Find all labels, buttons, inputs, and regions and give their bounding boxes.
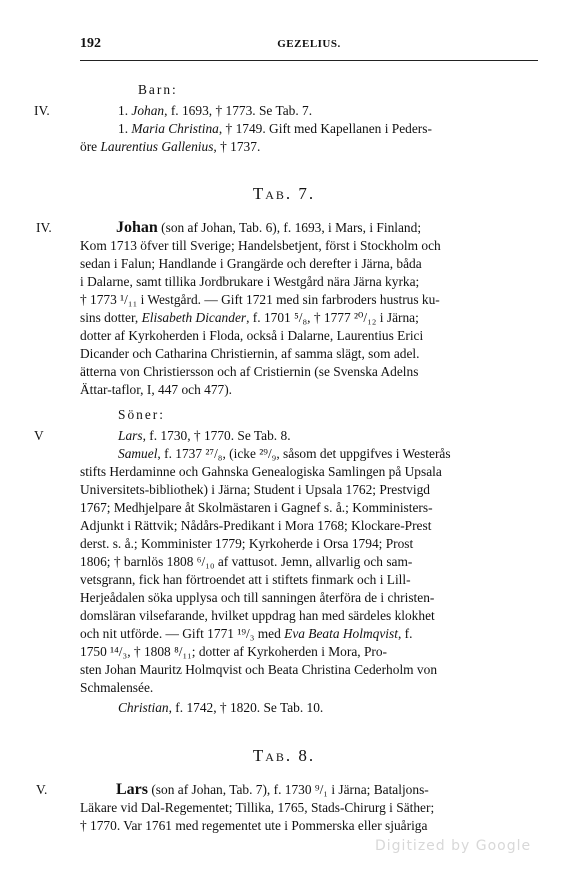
child-line-1: IV. 1. Johan, f. 1693, † 1773. Se Tab. 7.: [34, 103, 313, 118]
lead-name: Lars: [116, 781, 148, 798]
tab7-line-1: IV. Johan (son af Johan, Tab. 6), f. 1693, i Mars, i Finland;: [36, 219, 422, 236]
tab7-line-6: sins dotter, Elisabeth Dicander, f. 1701 ⁵/₈, † 1777 ²⁰/₁₂ i Järna;: [80, 310, 419, 325]
tab7-line-4: i Dalarne, samt tillika Jordbrukare i Westgård nära Järna kyrka;: [80, 274, 420, 289]
samuel-line-7: vetsgrann, fick han förtroendet att i stiftets finmark och i Lill-: [80, 572, 411, 587]
tab7-line-10: Ättar-taflor, I, 447 och 477).: [80, 382, 233, 397]
tab7-line-2: Kom 1713 öfver till Sverige; Handelsbetjent, först i Stockholm och: [80, 238, 441, 253]
running-title: GEZELIUS.: [277, 38, 341, 50]
samuel-line-3: 1767; Medhjelpare åt Skolmästaren i Gagnef s. å.; Komministers-: [80, 500, 433, 515]
generation-marker: IV.: [34, 103, 50, 118]
samuel-line-5: derst. s. å.; Komminister 1779; Kyrkoherde i Orsa 1794; Prost: [80, 536, 414, 551]
samuel-line-1: stifts Herdaminne och Gahnska Genealogiska Samlingen på Upsala: [80, 464, 442, 479]
generation-marker: IV.: [36, 220, 52, 235]
page-number: 192: [80, 36, 101, 51]
tab8-line-2: Läkare vid Dal-Regementet; Tillika, 1765, Stads-Chirurg i Säther;: [80, 800, 435, 815]
son-christian: Christian, f. 1742, † 1820. Se Tab. 10.: [118, 700, 324, 715]
samuel-line-8: Herjeådalen söka upplysa och till sanningen återföra de i christen-: [80, 590, 435, 605]
tab-7-heading: Tab. 7.: [252, 184, 316, 203]
samuel-line-4: Adjunkt i Rättvik; Nådårs-Predikant i Mora 1768; Klockare-Prest: [80, 518, 432, 533]
generation-marker: V.: [36, 782, 48, 797]
samuel-line-2: Universitets-bibliothek) i Järna; Student i Upsala 1762; Prestvigd: [80, 482, 430, 497]
running-head: [80, 32, 538, 56]
tab7-line-9: ätterna von Christiersson och af Cristiernin (se Svenska Adelns: [80, 364, 419, 379]
samuel-line-6: 1806; † barnlös 1808 ⁶/₁₀ af vattusot. Jemn, allvarlig och sam-: [80, 554, 413, 569]
son-lars: V Lars, f. 1730, † 1770. Se Tab. 8.: [34, 428, 291, 443]
samuel-line-10: 1750 ¹⁴/₃, † 1808 ⁸/₁₁; dotter af Kyrkoherden i Mora, Pro-: [80, 644, 388, 659]
samuel-marriage: och nit utförde. — Gift 1771 ¹⁹/₃ med Eva Beata Holmqvist, f.: [80, 626, 413, 641]
tab8-line-1: V. Lars (son af Johan, Tab. 7), f. 1730 ⁹/₁ i Järna; Bataljons-: [36, 781, 429, 798]
child-line-2: 1. Maria Christina, † 1749. Gift med Kapellanen i Peders-: [118, 121, 432, 136]
son-samuel: Samuel, f. 1737 ²⁷/₈, (icke ²⁹/₉, såsom det uppgifves i Westerås: [118, 446, 451, 461]
tab7-line-7: dotter af Kyrkoherden i Floda, också i Dalarne, Laurentius Erici: [80, 328, 424, 343]
header-rule: [80, 60, 538, 61]
samuel-line-12: Schmalensée.: [80, 680, 154, 695]
sons-heading: Söner:: [118, 407, 165, 422]
samuel-line-9: domsläran vilsefarande, hvilket uppdrag han med särdeles klokhet: [80, 608, 435, 623]
child-line-3: öre Laurentius Gallenius, † 1737.: [80, 139, 261, 154]
lead-name: Johan: [116, 219, 158, 236]
tab8-line-3: † 1770. Var 1761 med regementet ute i Pommerska eller sjuåriga: [80, 818, 428, 833]
samuel-line-11: sten Johan Mauritz Holmqvist och Beata Christina Cederholm von: [80, 662, 438, 677]
tab7-line-5: † 1773 ¹/₁₁ i Westgård. — Gift 1721 med sin farbroders hustrus ku-: [80, 292, 440, 307]
children-heading: Barn:: [138, 82, 178, 97]
tab7-line-8: Dicander och Catharina Christiernin, af samma slägt, som adel.: [80, 346, 420, 361]
google-watermark: Digitized by Google: [375, 838, 532, 854]
tab-8-heading: Tab. 8.: [252, 746, 316, 765]
generation-marker: V: [34, 428, 44, 443]
tab7-line-3: sedan i Falun; Handlande i Grangärde och derefter i Järna, båda: [80, 256, 422, 271]
